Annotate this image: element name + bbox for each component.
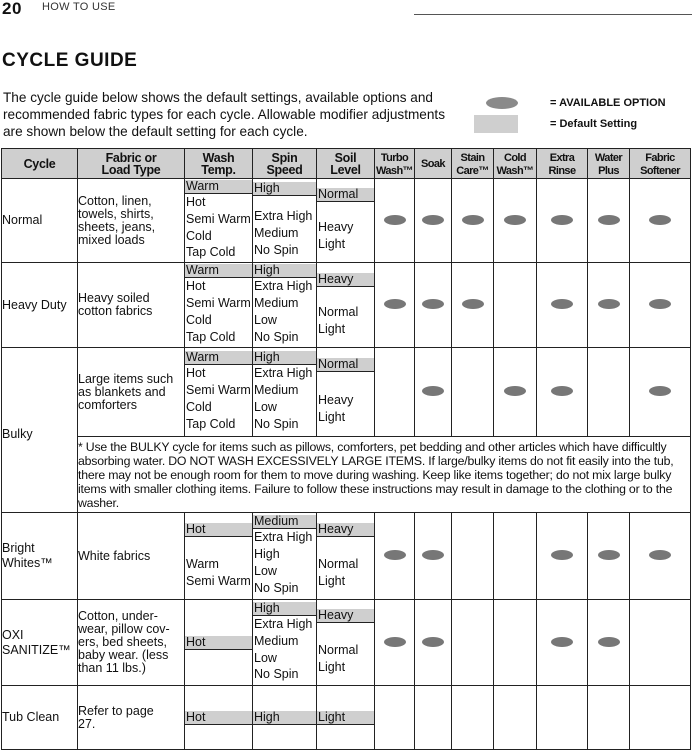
available-option-oval-icon	[598, 299, 620, 309]
available-option-oval-icon	[649, 299, 671, 309]
header-divider	[414, 14, 692, 15]
header-fabric-softener: Fabric Softener	[630, 149, 691, 179]
option-cell-turbo	[375, 348, 415, 437]
setting-options: Extra High Medium No Spin	[254, 209, 313, 257]
soil-level-cell	[317, 179, 375, 263]
option-cell-extra	[537, 179, 588, 263]
default-setting-swatch	[474, 115, 518, 133]
available-option-oval-icon	[551, 637, 573, 647]
option-cell-stain	[452, 348, 494, 437]
available-option-oval-icon	[551, 299, 573, 309]
available-option-oval-icon	[422, 299, 444, 309]
setting-options: Hot Semi Warm Cold Tap Cold	[186, 366, 251, 431]
default-setting: Medium	[253, 515, 316, 529]
option-cell-stain	[452, 263, 494, 348]
cycle-guide-table	[1, 148, 691, 750]
header-cycle: Cycle	[2, 149, 78, 179]
header-wash-temp: Wash Temp.	[185, 149, 253, 179]
page-title: CYCLE GUIDE	[2, 50, 138, 71]
option-cell-soak	[415, 513, 452, 600]
legend	[474, 97, 692, 137]
option-cell-stain	[452, 179, 494, 263]
table-row-oxi-sanitize	[2, 600, 691, 686]
option-cell-extra	[537, 348, 588, 437]
default-setting: Warm	[185, 264, 252, 278]
available-option-oval-icon	[504, 215, 526, 225]
table-row-heavy-duty	[2, 263, 691, 348]
option-cell-softener	[630, 686, 691, 750]
default-setting: High	[253, 264, 316, 278]
default-setting: High	[253, 182, 316, 196]
option-cell-extra	[537, 263, 588, 348]
available-option-oval-icon	[551, 215, 573, 225]
soil-level-cell	[317, 686, 375, 750]
default-setting: Heavy	[317, 609, 374, 623]
default-setting: High	[253, 711, 316, 725]
header-turbo-wash: Turbo Wash™	[375, 149, 415, 179]
available-option-oval-icon	[649, 215, 671, 225]
option-cell-extra	[537, 513, 588, 600]
option-cell-extra	[537, 686, 588, 750]
option-cell-cold	[494, 600, 537, 686]
available-option-oval-icon	[649, 550, 671, 560]
option-cell-water	[588, 348, 630, 437]
option-cell-softener	[630, 179, 691, 263]
option-cell-cold	[494, 263, 537, 348]
bulky-cycle-note: * Use the BULKY cycle for items such as pillows, comforters, pet bedding and other articles which have difficultly absorbing water. DO NOT WASH EXCESSIVELY LARGE ITEMS. If large/bulky items do not fit easily into the tub, there may not be enough room for them to move during washing. Keep like items together; do not mix large bulky items with smaller clothing items. Failure to follow these instructions may result in damage to the clothing or to the washer.	[78, 437, 691, 513]
available-option-oval-icon	[384, 550, 406, 560]
header-water-plus: Water Plus	[588, 149, 630, 179]
setting-options: Extra High Medium Low No Spin	[254, 366, 313, 431]
page-header	[0, 0, 692, 20]
option-cell-soak	[415, 263, 452, 348]
default-setting: Warm	[185, 351, 252, 365]
setting-options: Warm Semi Warm	[186, 556, 251, 588]
option-cell-stain	[452, 513, 494, 600]
table-header-row	[2, 149, 691, 179]
cycle-name: Normal	[2, 179, 78, 263]
option-cell-water	[588, 179, 630, 263]
default-setting: Hot	[185, 523, 252, 537]
wash-temp-cell	[185, 263, 253, 348]
wash-temp-cell	[185, 513, 253, 600]
option-cell-softener	[630, 348, 691, 437]
table-row-bulky	[2, 348, 691, 437]
option-cell-turbo	[375, 600, 415, 686]
setting-options: Normal Light	[318, 643, 359, 674]
default-setting: High	[253, 351, 316, 365]
legend-default-label: = Default Setting	[550, 118, 638, 130]
setting-options: Normal Light	[318, 304, 359, 336]
default-setting: Normal	[317, 358, 374, 372]
section-label: HOW TO USE	[42, 1, 116, 13]
option-cell-softener	[630, 600, 691, 686]
header-cold-wash: Cold Wash™	[494, 149, 537, 179]
option-cell-soak	[415, 348, 452, 437]
option-cell-turbo	[375, 686, 415, 750]
option-cell-water	[588, 513, 630, 600]
default-setting: Normal	[317, 188, 374, 202]
fabric-type: Large items such as blankets and comforters	[78, 348, 185, 437]
table-row-normal	[2, 179, 691, 263]
table-row-bulky-note	[2, 437, 691, 513]
available-option-oval-icon	[462, 299, 484, 309]
wash-temp-cell	[185, 600, 253, 686]
option-cell-extra	[537, 600, 588, 686]
available-option-oval-icon	[422, 637, 444, 647]
fabric-type: Cotton, linen, towels, shirts, sheets, jeans, mixed loads	[78, 179, 185, 263]
option-cell-water	[588, 600, 630, 686]
header-extra-rinse: Extra Rinse	[537, 149, 588, 179]
header-fabric: Fabric or Load Type	[78, 149, 185, 179]
legend-available-row	[474, 97, 518, 109]
available-option-oval-icon	[384, 215, 406, 225]
fabric-type: Cotton, under- wear, pillow cov- ers, bed sheets, baby wear. (less than 11 lbs.)	[78, 600, 185, 686]
default-setting: High	[253, 602, 316, 616]
option-cell-cold	[494, 513, 537, 600]
option-cell-softener	[630, 513, 691, 600]
available-option-oval-icon	[649, 386, 671, 396]
available-option-oval-icon	[462, 215, 484, 225]
legend-default-row	[474, 115, 518, 133]
spin-speed-cell	[253, 263, 317, 348]
default-setting: Hot	[185, 711, 252, 725]
fabric-type: White fabrics	[78, 513, 185, 600]
soil-level-cell	[317, 263, 375, 348]
header-soak: Soak	[415, 149, 452, 179]
wash-temp-cell	[185, 179, 253, 263]
page-number: 20	[2, 0, 22, 18]
default-setting: Heavy	[317, 273, 374, 287]
available-option-oval-icon	[598, 215, 620, 225]
setting-options: Heavy Light	[318, 393, 354, 424]
option-cell-soak	[415, 600, 452, 686]
spin-speed-cell	[253, 686, 317, 750]
available-option-oval-icon	[504, 386, 526, 396]
spin-speed-cell	[253, 179, 317, 263]
option-cell-turbo	[375, 513, 415, 600]
setting-options: Extra High High Low No Spin	[254, 530, 313, 595]
setting-options: Normal Light	[318, 556, 359, 588]
default-setting: Warm	[185, 180, 252, 194]
option-cell-cold	[494, 179, 537, 263]
default-setting: Hot	[185, 636, 252, 650]
spin-speed-cell	[253, 513, 317, 600]
header-stain-care: Stain Care™	[452, 149, 494, 179]
soil-level-cell	[317, 513, 375, 600]
available-option-oval-icon	[384, 637, 406, 647]
option-cell-water	[588, 686, 630, 750]
option-cell-stain	[452, 686, 494, 750]
available-option-oval-icon	[598, 637, 620, 647]
available-option-oval-icon	[486, 97, 518, 109]
fabric-type: Heavy soiled cotton fabrics	[78, 263, 185, 348]
setting-options: Extra High Medium Low No Spin	[254, 279, 313, 344]
option-cell-turbo	[375, 263, 415, 348]
legend-available-label: = AVAILABLE OPTION	[550, 97, 666, 109]
available-option-oval-icon	[422, 215, 444, 225]
available-option-oval-icon	[422, 386, 444, 396]
table-row-bright-whites	[2, 513, 691, 600]
available-option-oval-icon	[598, 550, 620, 560]
cycle-name: Tub Clean	[2, 686, 78, 750]
available-option-oval-icon	[384, 299, 406, 309]
setting-options: Hot Semi Warm Cold Tap Cold	[186, 194, 251, 260]
option-cell-turbo	[375, 179, 415, 263]
cycle-name: Bright Whites™	[2, 513, 78, 600]
setting-options: Heavy Light	[318, 220, 354, 251]
available-option-oval-icon	[551, 550, 573, 560]
option-cell-water	[588, 263, 630, 348]
setting-options: Extra High Medium Low No Spin	[254, 616, 313, 682]
spin-speed-cell	[253, 348, 317, 437]
soil-level-cell	[317, 600, 375, 686]
option-cell-softener	[630, 263, 691, 348]
wash-temp-cell	[185, 686, 253, 750]
fabric-type: Refer to page 27.	[78, 686, 185, 750]
table-row-tub-clean	[2, 686, 691, 750]
intro-paragraph: The cycle guide below shows the default settings, available options and recommended fabric types for each cycle. Allowable modifier adjustments are shown below the default setting for each cycle.	[3, 90, 446, 139]
spin-speed-cell	[253, 600, 317, 686]
default-setting: Heavy	[317, 523, 374, 537]
option-cell-cold	[494, 686, 537, 750]
option-cell-soak	[415, 686, 452, 750]
available-option-oval-icon	[551, 386, 573, 396]
setting-options: Hot Semi Warm Cold Tap Cold	[186, 279, 251, 344]
soil-level-cell	[317, 348, 375, 437]
option-cell-stain	[452, 600, 494, 686]
cycle-name: OXI SANITIZE™	[2, 600, 78, 686]
wash-temp-cell	[185, 348, 253, 437]
option-cell-cold	[494, 348, 537, 437]
header-spin-speed: Spin Speed	[253, 149, 317, 179]
default-setting: Light	[317, 711, 374, 725]
cycle-name: Heavy Duty	[2, 263, 78, 348]
available-option-oval-icon	[422, 550, 444, 560]
option-cell-soak	[415, 179, 452, 263]
cycle-name: Bulky	[2, 348, 78, 513]
header-soil-level: Soil Level	[317, 149, 375, 179]
